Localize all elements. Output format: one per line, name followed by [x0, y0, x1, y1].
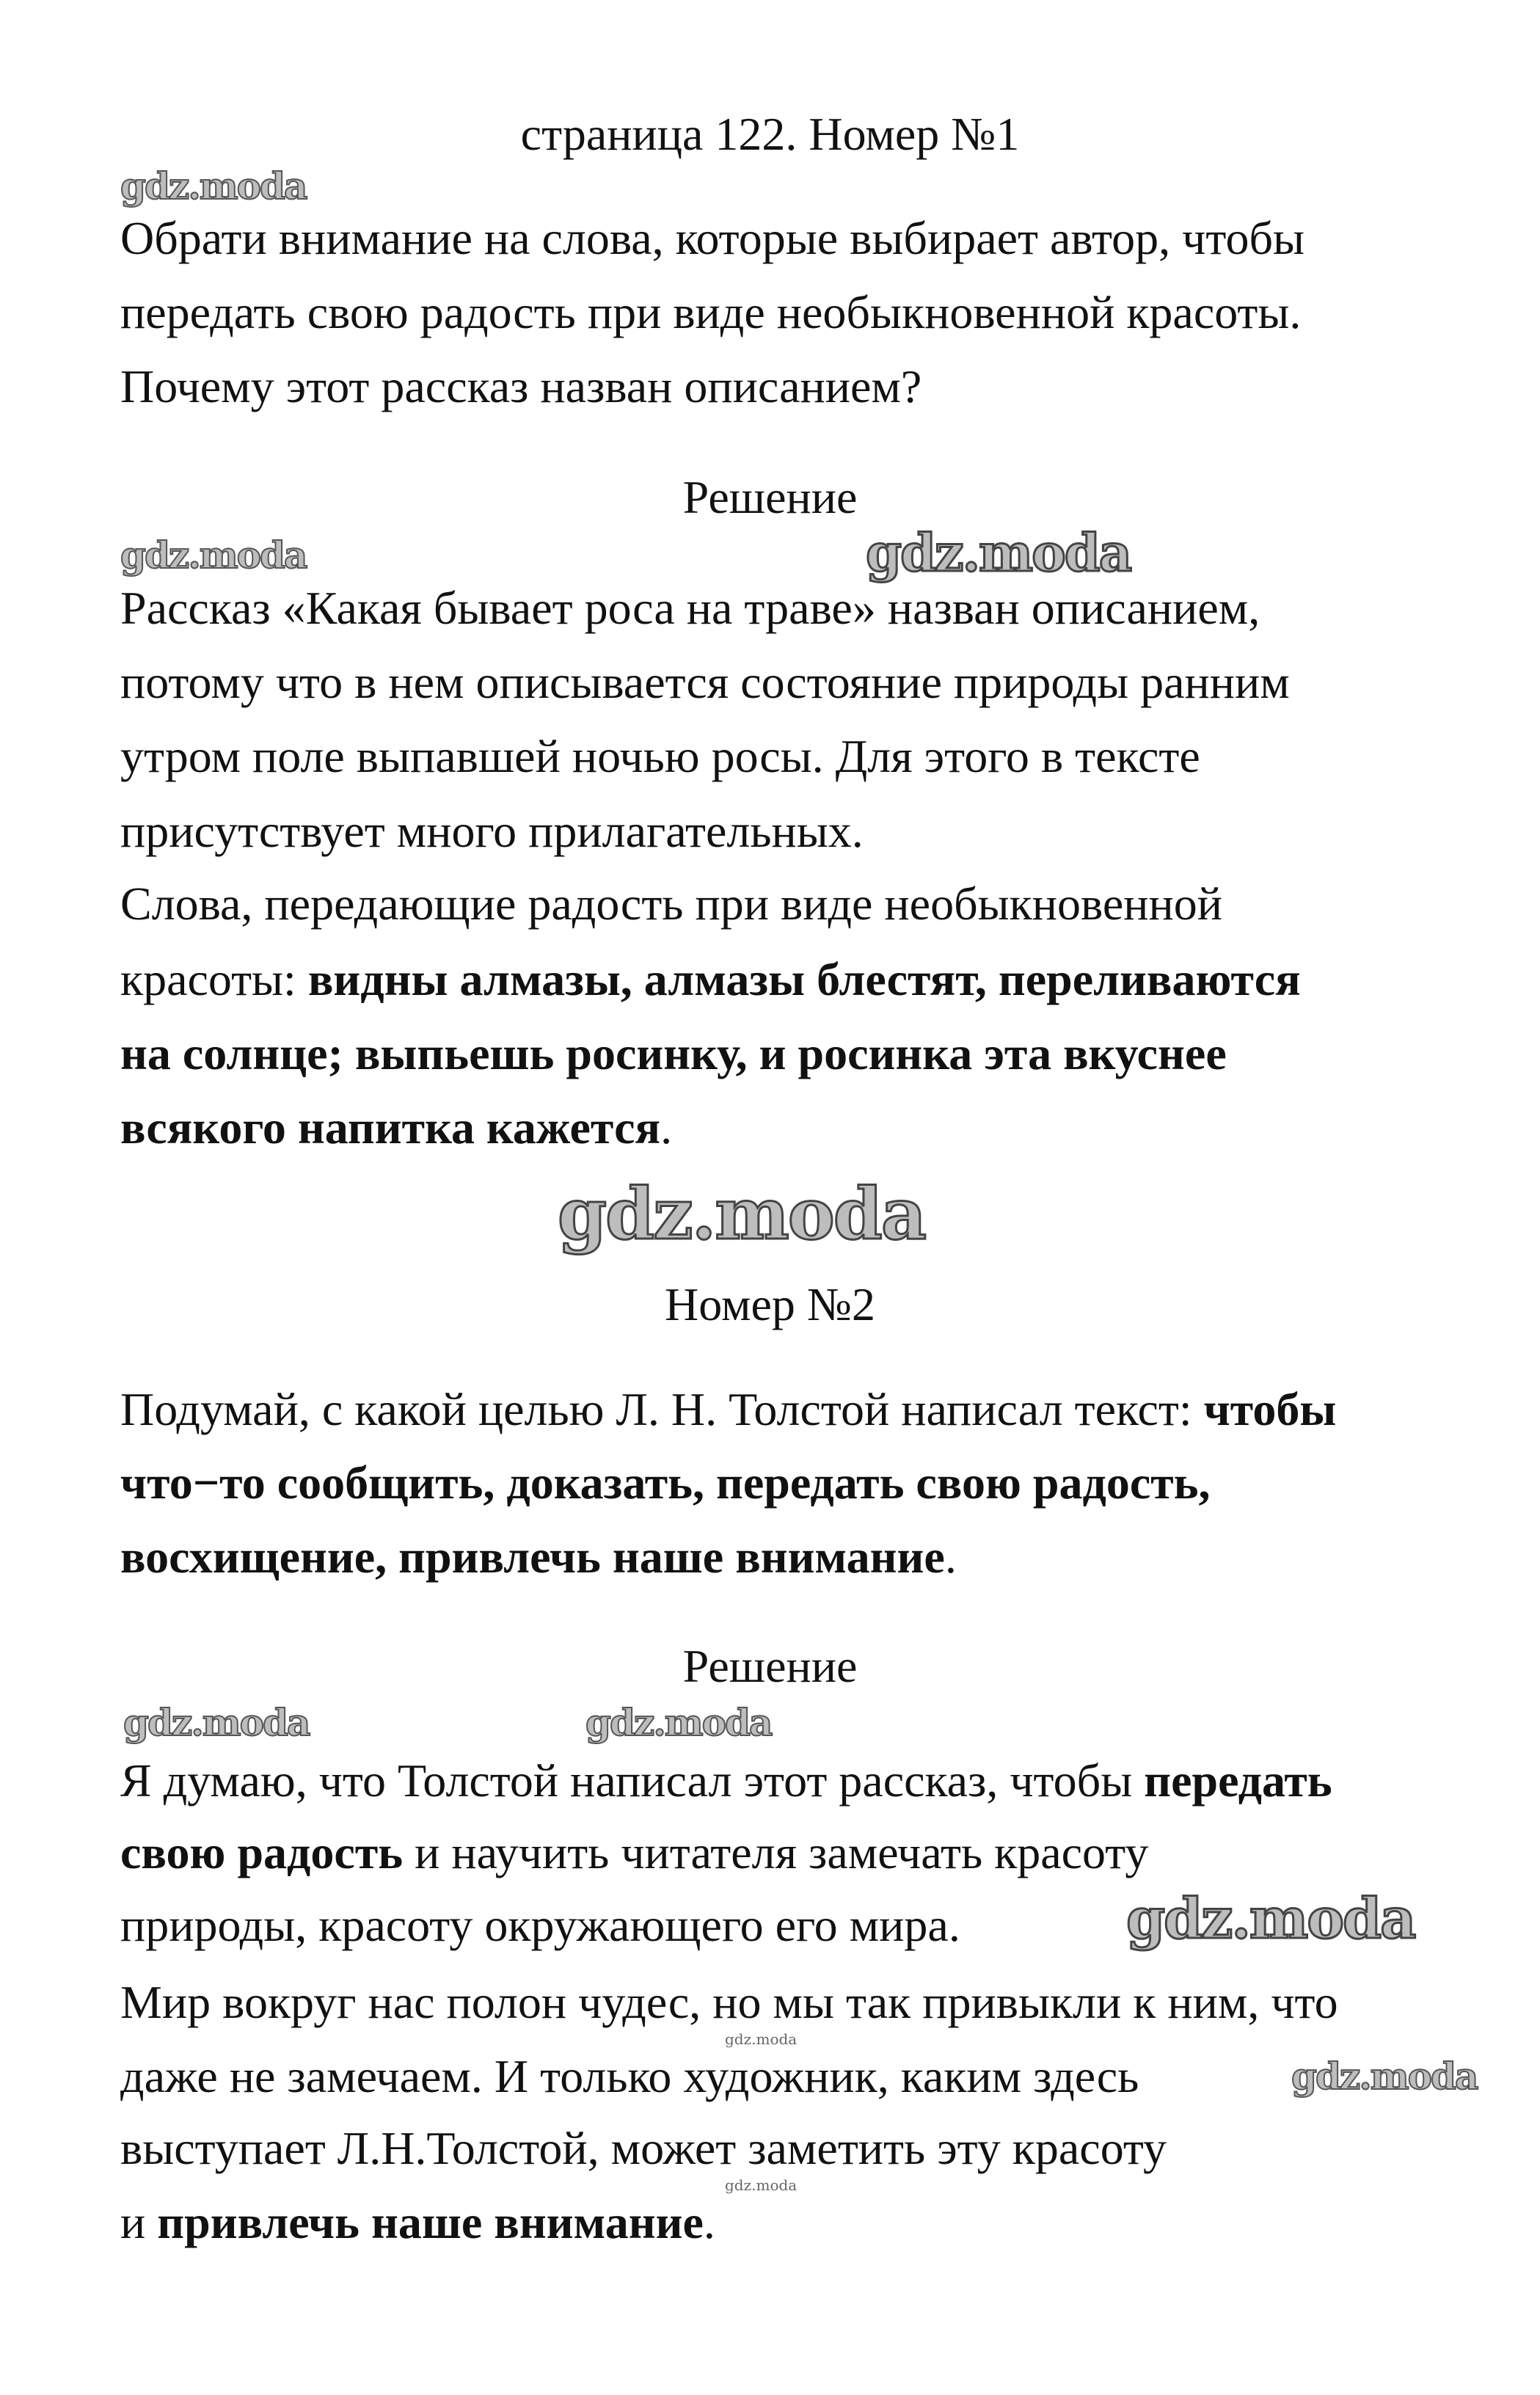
answer-line	[120, 2196, 715, 2249]
watermark: gdz.moda	[725, 2030, 798, 2048]
answer-line: даже не замечаем. И только художник, каким здесь	[120, 2050, 1139, 2102]
answer-line: присутствует много прилагательных.	[120, 805, 864, 857]
bold-text: передать	[1144, 1754, 1332, 1807]
answer-line	[120, 953, 1301, 1006]
task2-line	[120, 1531, 957, 1583]
task2-line	[120, 1457, 1211, 1509]
text: Я думаю, что Толстой написал этот рассказ, чтобы	[120, 1754, 1145, 1807]
solution-heading: Решение	[682, 1640, 858, 1692]
text: .	[944, 1531, 957, 1583]
answer-line: Мир вокруг нас полон чудес, но мы так привыкли к ним, что	[120, 1976, 1338, 2028]
answer-line: потому что в нем описывается состояние природы ранним	[120, 656, 1290, 708]
answer-line: Рассказ «Какая бывает роса на траве» назван описанием,	[120, 582, 1260, 634]
bold-text: всякого напитка кажется	[120, 1101, 661, 1153]
task2-heading: Номер №2	[665, 1278, 875, 1330]
answer-line: утром поле выпавшей ночью росы. Для этого в тексте	[120, 730, 1200, 782]
bold-text: на солнце; выпьешь росинку, и росинка эта вкуснее	[120, 1027, 1227, 1079]
task2-line	[120, 1383, 1336, 1436]
bold-text: свою радость	[120, 1826, 404, 1878]
answer-line	[120, 1101, 672, 1154]
bold-text: восхищение, привлечь наше внимание	[120, 1531, 945, 1583]
bold-text: чтобы	[1203, 1383, 1337, 1435]
watermark: gdz.moda	[120, 164, 307, 208]
solution-heading: Решение	[682, 471, 858, 523]
answer-line	[120, 1826, 1148, 1879]
task1-line: Обрати внимание на слова, которые выбирает автор, чтобы	[120, 212, 1304, 264]
task1-line: Почему этот рассказ назван описанием?	[120, 360, 922, 412]
text: Подумай, с какой целью Л. Н. Толстой написал текст:	[120, 1383, 1204, 1435]
watermark: gdz.moda	[585, 1701, 772, 1744]
bold-text: видны алмазы, алмазы блестят, переливаются	[307, 953, 1301, 1005]
answer-line: Слова, передающие радость при виде необыкновенной	[120, 878, 1222, 930]
watermark: gdz.moda	[120, 533, 307, 577]
answer-line	[120, 1754, 1332, 1807]
watermark: gdz.moda	[725, 2176, 798, 2194]
bold-text: что−то сообщить, доказать, передать свою радость,	[120, 1457, 1211, 1509]
text: и научить читателя замечать красоту	[403, 1826, 1149, 1878]
text: .	[703, 2196, 715, 2248]
watermark: gdz.moda	[558, 1173, 926, 1255]
watermark: gdz.moda	[123, 1701, 310, 1744]
answer-line: природы, красоту окружающего его мира.	[120, 1899, 960, 1951]
task1-line: передать свою радость при виде необыкновенной красоты.	[120, 286, 1302, 338]
watermark: gdz.moda	[1126, 1886, 1415, 1951]
text: .	[660, 1101, 673, 1153]
bold-text: привлечь наше внимание	[157, 2196, 704, 2248]
text: и	[120, 2196, 158, 2248]
watermark: gdz.moda	[1291, 2055, 1478, 2098]
page-header: страница 122. Номер №1	[520, 108, 1020, 160]
answer-line	[120, 1027, 1227, 1080]
answer-line: выступает Л.Н.Толстой, может заметить эту красоту	[120, 2122, 1167, 2174]
text: красоты:	[120, 953, 308, 1005]
watermark: gdz.moda	[866, 522, 1131, 583]
